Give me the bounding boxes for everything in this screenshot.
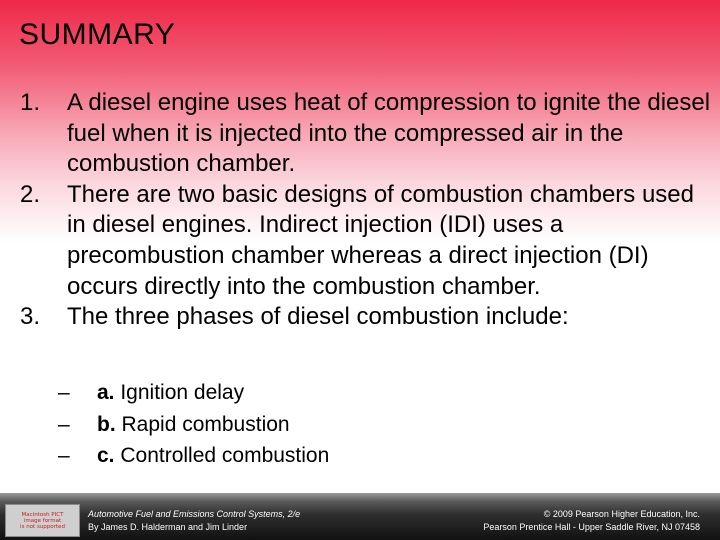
footer-bar bbox=[0, 493, 720, 540]
list-item-text: A diesel engine uses heat of compression to ignite the diesel fuel when it is injected into the compressed air in the combustion chamber. bbox=[67, 89, 711, 178]
phase-name: Rapid combustion bbox=[115, 412, 290, 436]
phase-letter: a. bbox=[97, 381, 115, 404]
page-title: SUMMARY bbox=[19, 18, 176, 51]
list-item bbox=[0, 88, 715, 180]
publisher-address: Pearson Prentice Hall - Upper Saddle River, NJ 07458 bbox=[483, 521, 700, 532]
phase-name: Controlled combustion bbox=[114, 444, 330, 467]
phase-name: Ignition delay bbox=[114, 381, 245, 404]
publisher-logo-placeholder bbox=[5, 504, 80, 537]
phase-letter: c. bbox=[97, 444, 115, 467]
phase-letter: b. bbox=[97, 412, 116, 436]
logo-text-line: Macintosh PICT bbox=[21, 511, 64, 518]
footer-book-info bbox=[88, 508, 300, 533]
list-item bbox=[0, 302, 715, 333]
list-item-text: The three phases of diesel combustion include: bbox=[67, 303, 569, 331]
list-number: 2. bbox=[20, 180, 41, 208]
list-item bbox=[0, 180, 715, 302]
dash-bullet: – bbox=[58, 381, 70, 404]
logo-text-line: image format bbox=[23, 517, 62, 524]
dash-bullet: – bbox=[58, 412, 70, 436]
list-item-text: There are two basic designs of combustion chambers used in diesel engines. Indirect injection (IDI) uses a precombustion chamber whereas a direct injection (DI) occurs directly into the combustion chamber. bbox=[67, 180, 694, 300]
logo-text-line: is not supported bbox=[20, 523, 65, 530]
sub-item-text bbox=[97, 377, 244, 409]
footer-copyright bbox=[483, 508, 700, 533]
sub-item-text bbox=[97, 440, 329, 472]
summary-list bbox=[0, 88, 715, 333]
book-title: Automotive Fuel and Emissions Control Systems, 2/e bbox=[88, 509, 301, 519]
book-authors: By James D. Halderman and Jim Linder bbox=[88, 521, 248, 532]
sub-item-text bbox=[97, 409, 290, 441]
list-number: 3. bbox=[20, 303, 41, 331]
copyright-text: © 2009 Pearson Higher Education, Inc. bbox=[543, 509, 700, 519]
list-number: 1. bbox=[20, 89, 41, 116]
dash-bullet: – bbox=[58, 444, 70, 467]
